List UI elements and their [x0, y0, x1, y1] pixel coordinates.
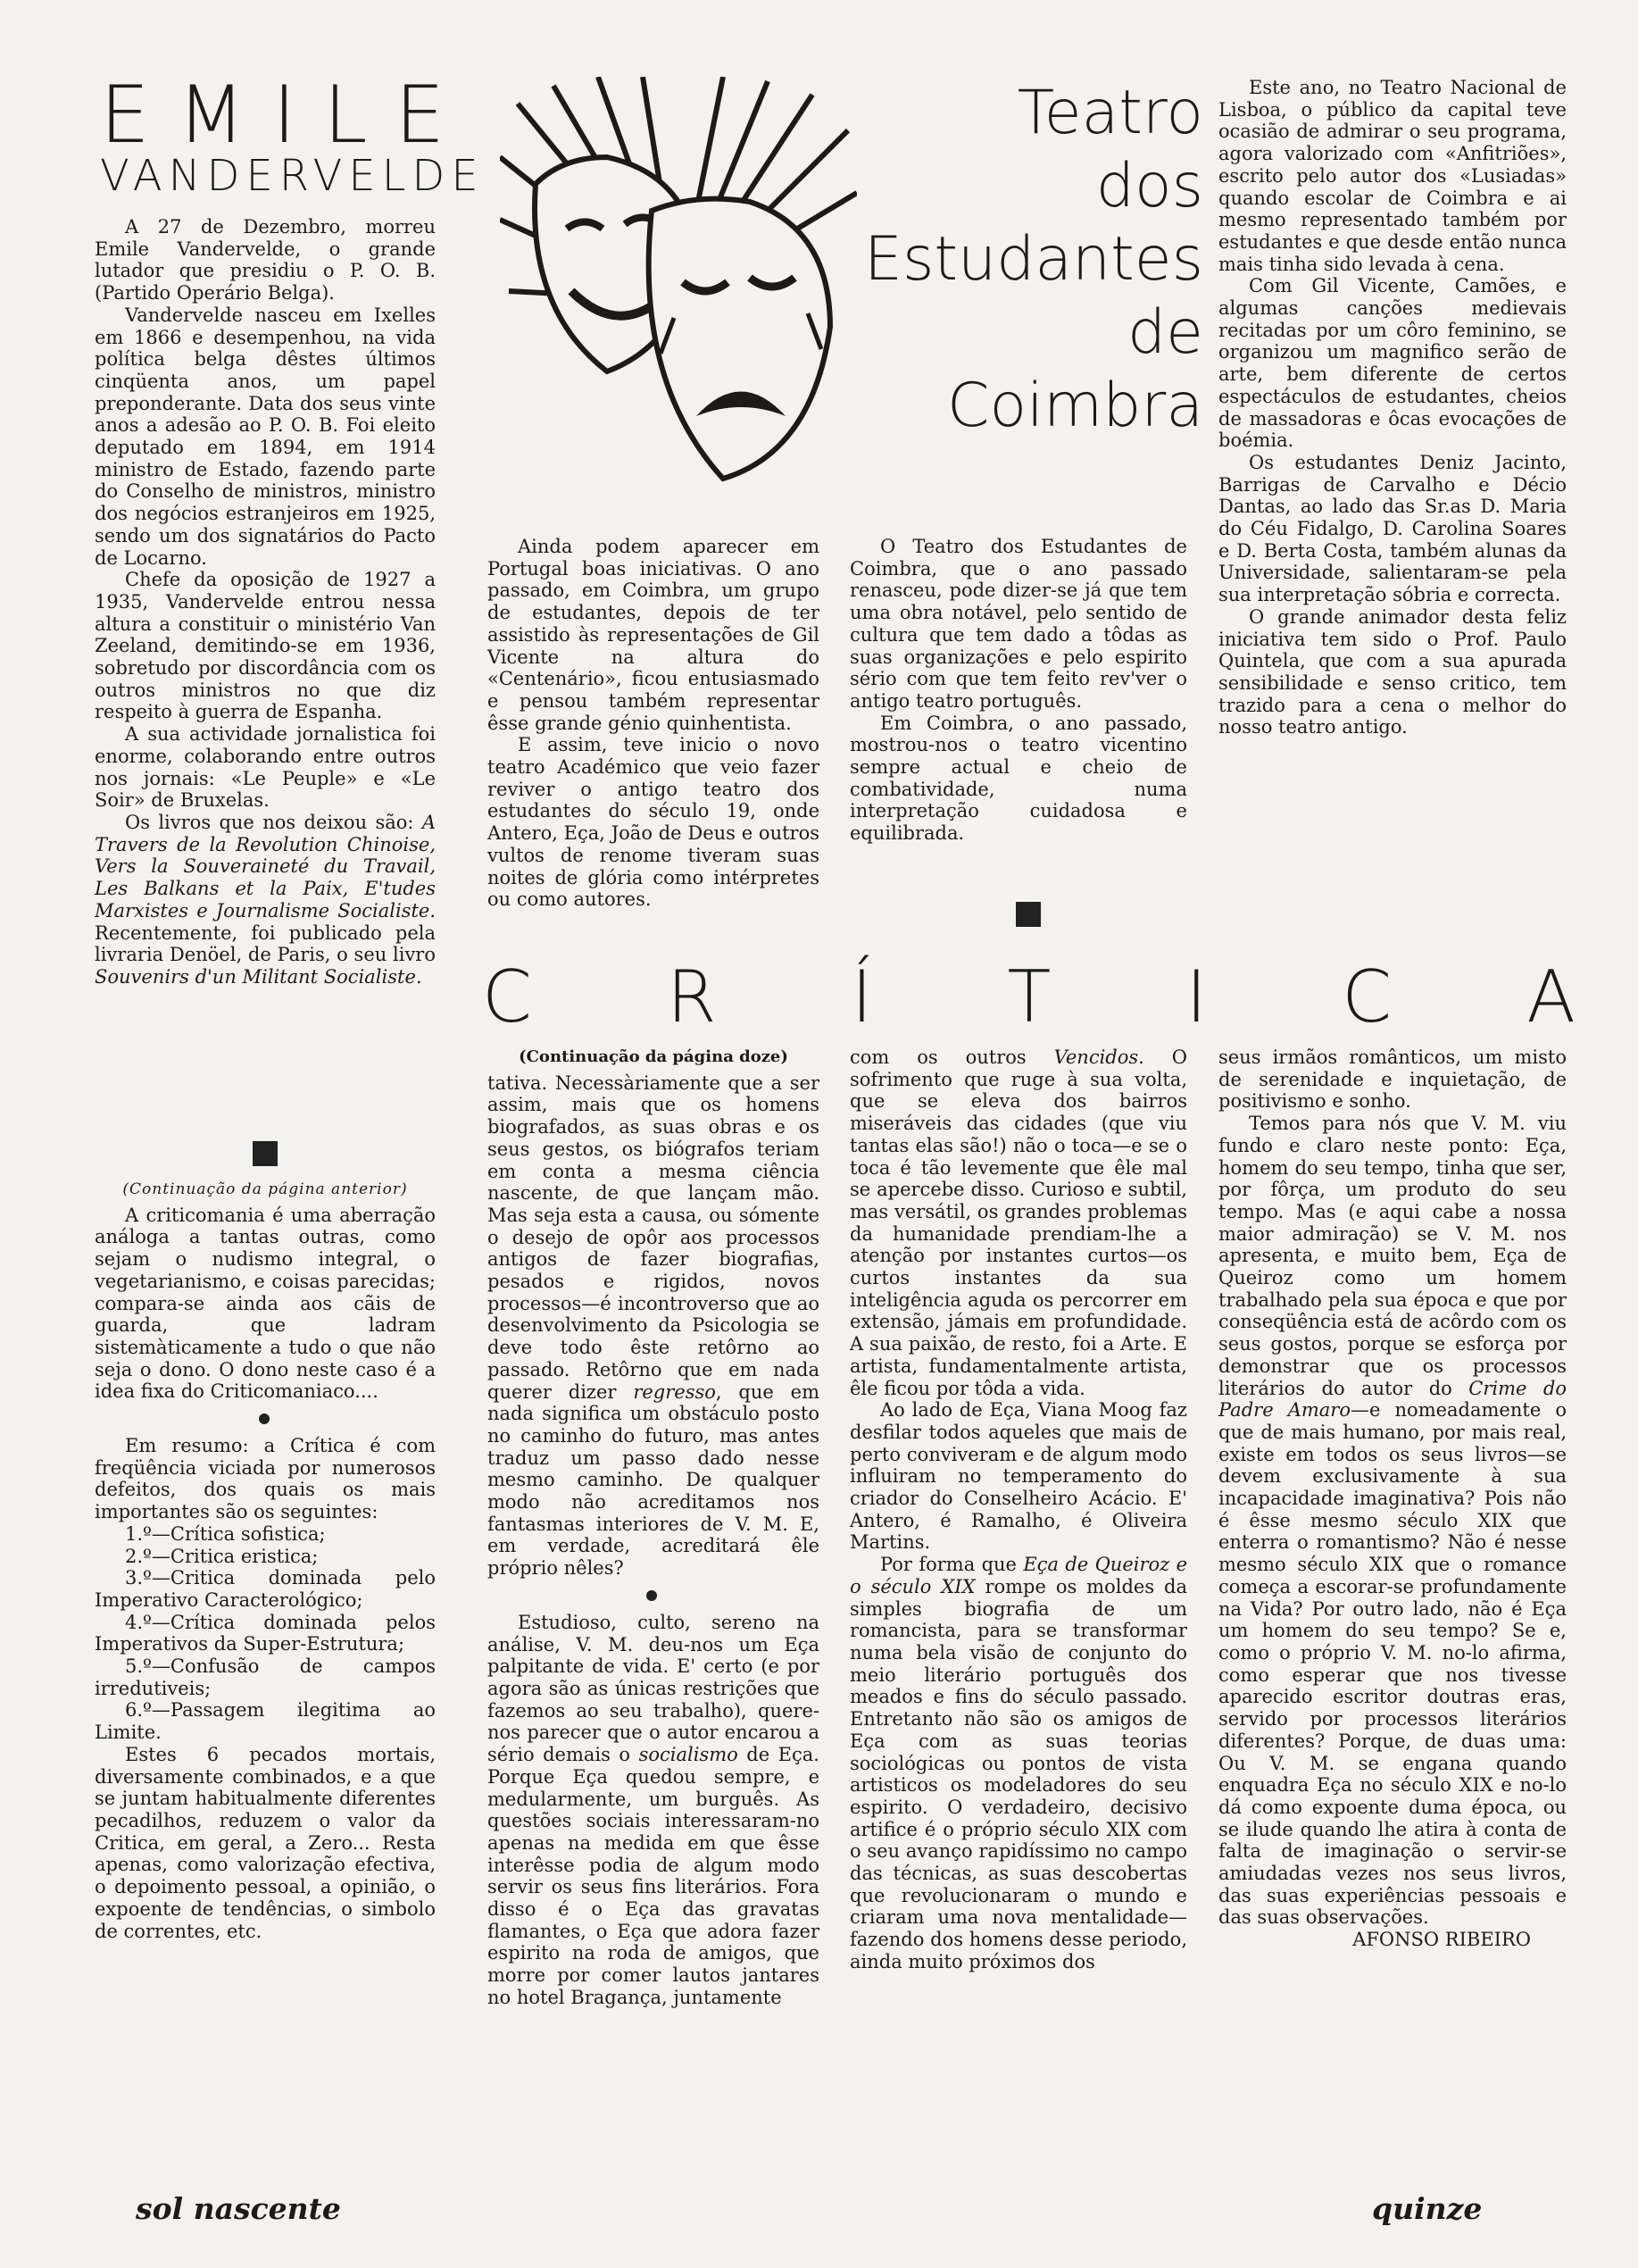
critica-title-letter: R [667, 955, 717, 1038]
critica-column-3 [1218, 1046, 1567, 1951]
page-number: quinze [1372, 2191, 1483, 2226]
critica-italic: socialismo [638, 1744, 738, 1766]
books-titles: A Travers de la Revolution Chinoise, Vers la Souveraineté du Travail, Les Balkans et la Paix, E'tudes Marxistes e Journalisme Socialiste. [95, 811, 436, 921]
books-intro: Os livros que nos deixou são: [125, 811, 414, 833]
critica-title-letter: A [1526, 955, 1576, 1038]
continuation-note: (Continuação da página doze) [519, 1047, 788, 1066]
critica-text: Por forma que [880, 1554, 1017, 1576]
teatro-column-2 [850, 536, 1187, 845]
emile-article [95, 216, 436, 988]
critica-paragraph [850, 1046, 1187, 1399]
critica-paragraph [1218, 1113, 1567, 1929]
critica-title [482, 954, 1576, 1039]
critica-title-letter: Í [851, 955, 873, 1038]
bullet-spacer [95, 1403, 436, 1435]
teatro-title [864, 77, 1203, 443]
emile-books-paragraph [95, 812, 436, 988]
emile-paragraph: A 27 de Dezembro, morreu Emile Vandervelde, o grande lutador que presidiu o P. O. B. (Partido Operário Belga). [95, 216, 436, 304]
criticomania-article [95, 1179, 436, 1942]
critica-text: , que em nada significa um obstáculo posto no caminho do futuro, mas antes traduz um passo dado nesse mesmo caminho. De qualquer modo não acreditamos nos fantasmas interiores de V. M. E, em verdade, acreditará êle próprio nêles? [487, 1380, 820, 1580]
teatro-paragraph: Ainda podem aparecer em Portugal boas iniciativas. O ano passado, em Coimbra, um grupo de estudantes, depois de ter assistido às representações de Gil Vicente na altura do «Centenário», ficou entusiasmado e pensou também representar êsse grande génio quinhentista. [487, 536, 819, 734]
teatro-paragraph: O grande animador desta feliz iniciativa tem sido o Prof. Paulo Quintela, que com a sua apurada sensibilidade e senso critico, tem trazido para a cena o melhor do nosso teatro antigo. [1218, 605, 1567, 738]
emile-title: EMILE [100, 69, 473, 161]
emile-paragraph: Vandervelde nasceu em Ixelles em 1866 e desempenhou, na vida política belga dêstes últimos cinqüenta anos, um papel preponderante. Data dos seus vinte anos a adesão ao P. O. B. Foi eleito deputado em 1894, em 1914 ministro de Estado, fazendo parte do Conselho de ministros, ministro dos negócios estranjeiros em 1925, sendo um dos signatários do Pacto de Locarno. [95, 304, 436, 569]
teatro-paragraph: Com Gil Vicente, Camões, e algumas canções medievais recitadas por um côro feminino, se organizou um magnifico serão de arte, bem diferente de certos espectáculos de estudantes, cheios de massadoras e ôcas evocações de boémia. [1218, 275, 1567, 452]
critica-title-letter: T [1007, 955, 1052, 1038]
critica-paragraph [850, 1554, 1187, 1972]
critica-paragraph: seus irmãos românticos, um misto de serenidade e inquietação, de positivismo e sonho. [1218, 1046, 1567, 1113]
continuation-caption: (Continuação da página anterior) [122, 1180, 408, 1198]
critica-title-letter: C [1342, 955, 1393, 1038]
teatro-column-1 [487, 536, 819, 911]
bullet-dot [259, 1413, 270, 1424]
critica-italic: regresso [633, 1380, 716, 1403]
teatro-paragraph: E assim, teve inicio o novo teatro Académico que veio fazer reviver o antigo teatro dos estudantes do século 19, onde Antero, Eça, João de Deus e outros vultos de renome tiveram suas noites de glória como intérpretes ou como autores. [487, 734, 819, 911]
emile-paragraph: A sua actividade jornalistica foi enorme, colaborando entre outros nos jornais: «Le Peuple» e «Le Soir» de Bruxelas. [95, 723, 436, 812]
theatre-masks-illustration [500, 77, 857, 523]
teatro-paragraph: Em Coimbra, o ano passado, mostrou-nos o teatro vicentino sempre actual e cheio de combatividade, numa interpretação cuidadosa e equilibrada. [850, 712, 1187, 845]
critica-text: rompe os moldes da simples biografia de um romancista, para se transformar numa bela visão de conjunto do meio literário português dos meados e fins do século passado. Entretanto não são os amigos de Eça com as suas teorias sociológicas ou pontos de vista artisticos os modeladores do seu espirito. O verdadeiro, decisivo artifice é o próprio século XIX com o seu avanço rapidíssimo no campo das técnicas, as suas descobertas que revolucionaram o mundo e criaram uma nova mentalidade—fazendo dos homens desse periodo, ainda muito próximos dos [850, 1575, 1187, 1972]
teatro-title-word: Teatro [1017, 78, 1203, 148]
teatro-title-word: Estudantes [864, 224, 1204, 295]
criticomania-paragraph: Em resumo: a Crítica é com freqüência viciada por numerosos defeitos, dos quais os mais importantes são os seguintes: [95, 1435, 436, 1523]
books-last: Souvenirs d'un Militant Socialiste. [95, 965, 422, 988]
critica-text: Estudioso, culto, sereno na análise, V. M. deu-nos um Eça palpitante de vida. E' certo (e por agora são as únicas restrições que fazemos ao seu trabalho), quere-nos parecer que o autor encarou a sério demais o [487, 1611, 819, 1766]
criticomania-list-item: 4.º—Crítica dominada pelos Imperativos da Super-Estrutura; [95, 1611, 436, 1655]
critica-italic: Crime do Padre Amaro [1218, 1377, 1567, 1422]
teatro-paragraph: Este ano, no Teatro Nacional de Lisboa, o público da capital teve ocasião de admirar o seu programa, agora valorizado com «Anfitriões», escrito pelo autor dos «Lusiadas» quando escolar de Coimbra e ai mesmo representado também por estudantes e que desde então nunca mais tinha sido levada à cena. [1218, 77, 1567, 275]
critica-title-letter: C [482, 955, 532, 1038]
critica-text: —e nomeadamente o que de mais humano, por mais real, existe em todos os seus livros—se devem exclusivamente à sua incapacidade imaginativa? Pois não é êsse mesmo século XIX que enterra o romantismo? Não é nesse mesmo século XIX que o romance começa a escorar-se profundamente na Vida? Por outro lado, não é Eça um homem do seu tempo? Se e, como o próprio V. M. no-lo afirma, como esperar que nos tivesse aparecido escritor doutras eras, servido por processos literários diferentes? Porque, de duas uma: Ou V. M. se engana quando enquadra Eça no século XIX e no-lo dá como expoente duma época, ou se ilude quando lhe atira à conta de falta de imaginação o servir-se amiudadas vezes nos seus livros, das suas experiências pessoais e das suas observações. [1218, 1399, 1567, 1929]
section-separator-square [253, 1141, 278, 1166]
criticomania-list-item: 6.º—Passagem ilegitima ao Limite. [95, 1699, 436, 1744]
critica-paragraph [487, 1072, 819, 1580]
bullet-spacer [487, 1580, 819, 1612]
critica-italic: Eça de Queiroz e o século XIX [850, 1554, 1187, 1597]
publication-name: sol nascente [136, 2191, 341, 2226]
tragedy-mask [649, 199, 830, 479]
vandervelde-title: VANDERVELDE [100, 151, 485, 201]
criticomania-list-item: 5.º—Confusão de campos irredutiveis; [95, 1655, 436, 1699]
critica-column-2 [850, 1046, 1187, 1973]
emile-paragraph: Chefe da oposição de 1927 a 1935, Vandervelde entrou nessa altura a constituir o ministério Van Zeeland, demitindo-se em 1936, sobretudo por discordância com os outros ministros no que diz respeito à guerra de Espanha. [95, 569, 436, 723]
critica-title-letter: I [1185, 955, 1208, 1038]
critica-text: tativa. Necessàriamente que a ser assim, mais que os homens biografados, as suas obras e os seus gestos, os biógrafos teriam em conta a mesma ciência nascente, de que lançam mão. Mas seja esta a causa, ou sómente o desejo de opôr aos processos antigos de fazer biografias, pesados e rigidos, novos processos—é incontroverso que ao desenvolvimento da Psicologia se deve todo êste retôrno ao passado. Retôrno que em nada querer dizer [487, 1071, 819, 1403]
teatro-title-word: dos [1095, 151, 1203, 221]
criticomania-list-item: 3.º—Critica dominada pelo Imperativo Caracterológico; [95, 1567, 436, 1611]
critica-paragraph: Ao lado de Eça, Viana Moog faz desfilar todos aqueles que mais de perto conviveram e de algum modo influiram no temperamento do criador do Conselheiro Acácio. E' Antero, é Ramalho, é Oliveira Martins. [850, 1399, 1187, 1554]
critica-paragraph [487, 1612, 819, 2009]
bullet-dot [646, 1590, 657, 1601]
critica-text: . O sofrimento que ruge à sua volta, que se eleva dos bairros miseráveis das cidades (que viu tantas elas são!) não o toca—e se o toca é tão levemente que êle mal se apercebe disso. Curioso e subtil, mas versátil, os grandes problemas da humanidade prendiam-lhe a atenção por instantes curtos—os curtos instantes da sua inteligência aguda os percorrer em extensão, jámais em profundidade. A sua paixão, de resto, foi a Arte. E artista, fundamentalmente artista, êle ficou por tôda a vida. [850, 1046, 1187, 1399]
critica-italic: Vencidos [1053, 1046, 1139, 1068]
critica-text: Temos para nós que V. M. viu fundo e claro neste ponto: Eça, homem do seu tempo, tinha que ser, por fôrça, um produto do seu tempo. Mas (e aqui cabe a nossa maior admiração) se V. M. nos apresenta, e muito bem, Eça de Queiroz como um homem trabalhado pela sua época e que por conseqüência está de acôrdo com os seus gostos, porque se esforça por demonstrar que os processos literários do autor do [1218, 1113, 1567, 1399]
section-separator-square [1016, 902, 1041, 927]
teatro-title-word: Coimbra [946, 371, 1203, 441]
teatro-column-3 [1218, 77, 1567, 738]
books-recent: Recentemente, foi publicado pela livraria Denöel, de Paris, o seu livro [95, 921, 436, 966]
teatro-paragraph: Os estudantes Deniz Jacinto, Barrigas de Carvalho e Décio Dantas, ao lado das Sr.as D. Maria do Céu Fidalgo, D. Carolina Soares e D. Berta Costa, também alunas da Universidade, salientaram-se pela sua interpretação sóbria e correcta. [1218, 451, 1567, 606]
criticomania-paragraph: A criticomania é uma aberração análoga a tantas outras, como sejam o nudismo integral, o vegetarianismo, e coisas parecidas; compara-se ainda aos cãis de guarda, que ladram sistemàticamente a tudo o que não seja o dono. O dono neste caso é a idea fixa do Criticomaniaco.... [95, 1204, 436, 1403]
criticomania-list-item: 2.º—Critica eristica; [125, 1545, 319, 1567]
author-signature: AFONSO RIBEIRO [1352, 1929, 1531, 1951]
criticomania-paragraph: Estes 6 pecados mortais, diversamente combinados, e a que se juntam habitualmente diferentes pecadilhos, reduzem o valor da Critica, em geral, a Zero... Resta apenas, como valorização efectiva, o depoimento pessoal, a opinião, o expoente de tendências, o simbolo de correntes, etc. [95, 1743, 436, 1942]
critica-text: com os outros [850, 1046, 1027, 1068]
teatro-paragraph: O Teatro dos Estudantes de Coimbra, que o ano passado renasceu, pode dizer-se já que tem uma obra notável, pelo sentido de cultura que tem dado a tôdas as suas organizações e pelo espirito sério com que tem feito rev'ver o antigo teatro português. [850, 536, 1187, 712]
criticomania-list-item: 1.º—Crítica sofistica; [125, 1522, 326, 1545]
critica-column-1 [487, 1046, 819, 2009]
teatro-title-word: de [1127, 297, 1203, 368]
critica-text: de Eça. Porque Eça quedou sempre, e medularmente, um burguês. As questões sociais interessaram-no apenas na medida em que êsse interêsse podia de algum modo servir os seus fins literários. Fora disso é o Eça das gravatas flamantes, o Eça que adora fazer espirito na roda de amigos, que morre por comer lautos jantares no hotel Bragança, juntamente [487, 1744, 819, 2008]
